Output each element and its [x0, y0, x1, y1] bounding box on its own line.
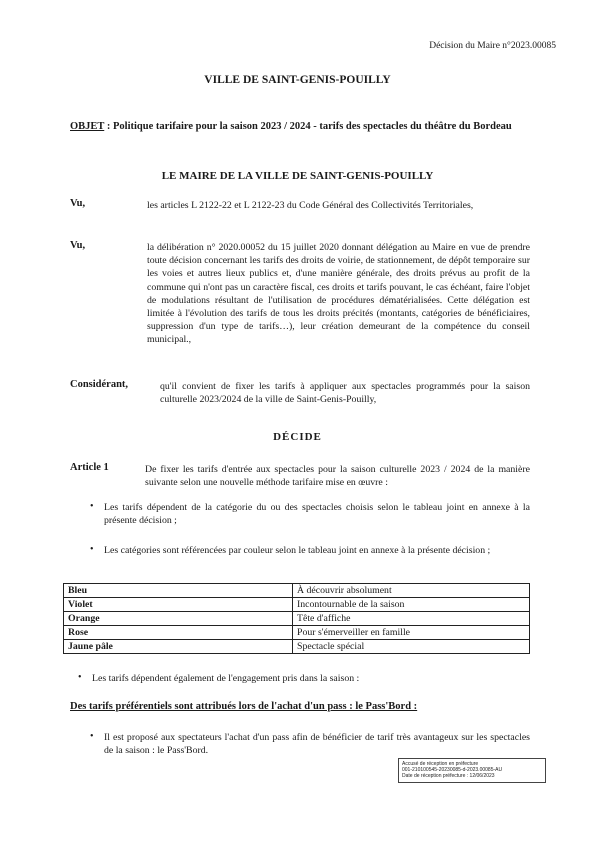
considerant-label: Considérant, [70, 379, 129, 390]
objet-text: : Politique tarifaire pour la saison 2023 / 2024 - tarifs des spectacles du théâtre du Bordeau [104, 121, 512, 132]
city-title: VILLE DE SAINT-GENIS-POUILLY [204, 74, 391, 86]
stamp-line: 001-210100545-20230085-d-2023.00085-AU [402, 767, 503, 774]
categories-table [63, 583, 530, 654]
stamp-line: Accusé de réception en préfecture [402, 761, 479, 767]
category-label: Tête d'affiche [293, 612, 530, 626]
category-label: À découvrir absolument [293, 584, 530, 598]
vu2-label: Vu, [70, 240, 86, 251]
bullet-icon: • [90, 731, 94, 742]
article1-text: De fixer les tarifs d'entrée aux spectacles pour la saison culturelle 2023 / 2024 de la manière suivante selon une nouvelle méthode tarifaire mise en œuvre : [145, 464, 530, 489]
vu1-text: les articles L 2122-22 et L 2122-23 du Code Général des Collectivités Territoriales, [147, 200, 474, 211]
decision-reference: Décision du Maire n°2023.00085 [429, 41, 556, 51]
bullet-text-3: Les tarifs dépendent également de l'engagement pris dans la saison : [92, 673, 360, 684]
vu1-label: Vu, [70, 198, 86, 209]
category-label: Incontournable de la saison [293, 598, 530, 612]
category-color: Violet [64, 598, 293, 612]
article1-label: Article 1 [70, 462, 109, 473]
objet-label: OBJET [70, 121, 105, 132]
table-row [64, 584, 530, 598]
bullet-text-1: Les tarifs dépendent de la catégorie du ou des spectacles choisis selon le tableau joint en annexe à la présente décision ; [104, 502, 530, 527]
table-row [64, 626, 530, 640]
bullet-icon: • [90, 501, 94, 512]
bullet-text-2: Les catégories sont référencées par couleur selon le tableau joint en annexe à la présente décision ; [104, 545, 491, 556]
category-label: Pour s'émerveiller en famille [293, 626, 530, 640]
category-color: Jaune pâle [64, 640, 293, 654]
bullet-text-4: Il est proposé aux spectateurs l'achat d'un pass afin de bénéficier de tarif très avantageux sur les spectacles de la saison : le Pass'Bord. [104, 732, 530, 757]
category-color: Rose [64, 626, 293, 640]
table-row [64, 598, 530, 612]
bullet-icon: • [90, 544, 94, 555]
prefecture-stamp [398, 758, 546, 783]
vu2-text: la délibération n° 2020.00052 du 15 juillet 2020 donnant délégation au Maire en vue de prendre toute décision concernant les tarifs des droits de voirie, de stationnement, de dépôt temporaire sur les voies et autres lieux publics et, d'une manière générale, des droits prévus au profit de la commune qui n'ont pas un caractère fiscal, ces droits et tarifs pouvant, le cas échéant, faire l'objet de modulations résultant de l'utilisation de procédures dématérialisées. Cette délégation est limitée à l'évolution des tarifs de tous les droits précités (montants, catégories de bénéficiaires, suppression d'un type de tarifs…), leur création demeurant de la compétence du conseil municipal., [147, 242, 530, 346]
pass-heading: Des tarifs préférentiels sont attribués lors de l'achat d'un pass : le Pass'Bord : [70, 701, 418, 712]
decide-heading: DÉCIDE [273, 431, 322, 443]
table-row [64, 640, 530, 654]
category-label: Spectacle spécial [293, 640, 530, 654]
bullet-icon: • [78, 672, 82, 683]
maire-title: LE MAIRE DE LA VILLE DE SAINT-GENIS-POUILLY [161, 170, 434, 182]
category-color: Bleu [64, 584, 293, 598]
considerant-text: qu'il convient de fixer les tarifs à appliquer aux spectacles programmés pour la saison culturelle 2023/2024 de la ville de Saint-Genis-Pouilly, [160, 381, 530, 406]
objet-heading [70, 120, 540, 133]
table-row [64, 612, 530, 626]
category-color: Orange [64, 612, 293, 626]
stamp-line: Date de réception préfecture : 12/06/2023 [402, 773, 495, 780]
